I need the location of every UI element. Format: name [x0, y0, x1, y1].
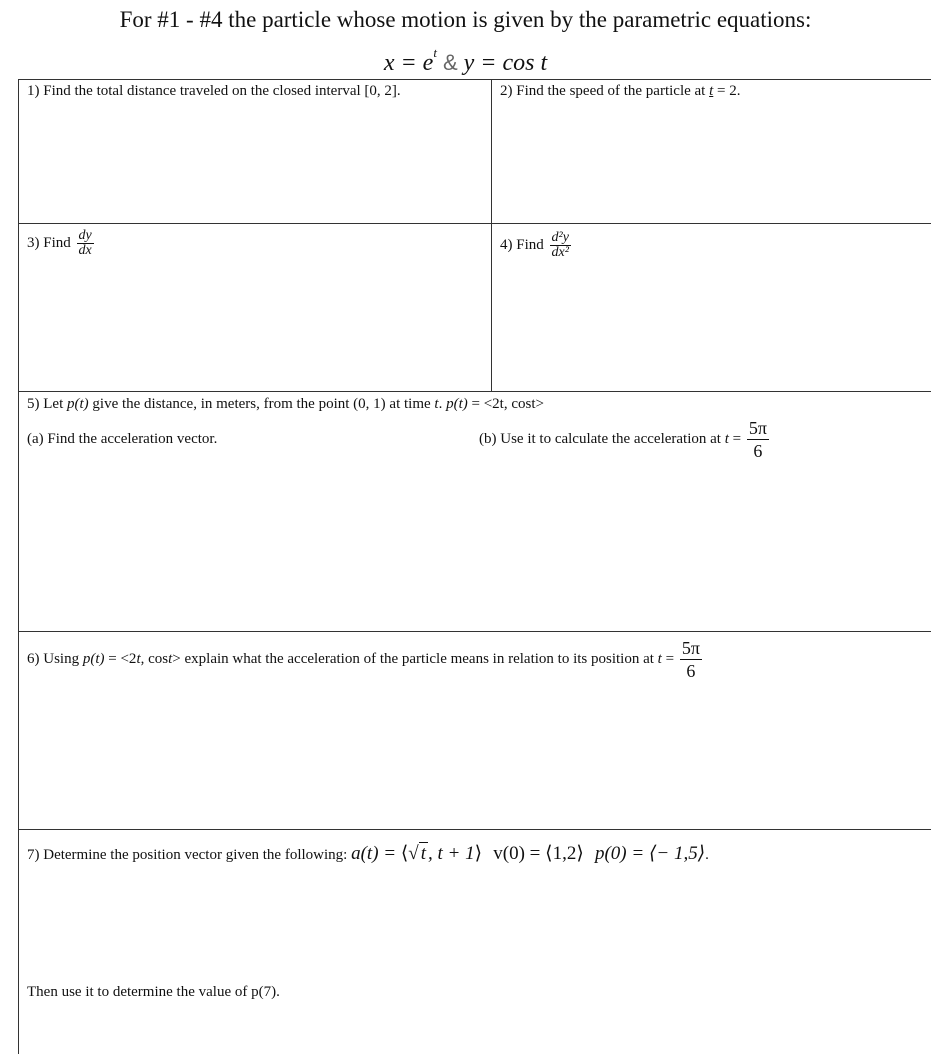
q6-var: t: [136, 650, 141, 667]
q5-func: p(t): [66, 396, 89, 412]
q5-var: t: [434, 396, 439, 412]
eq-y-var: t: [540, 50, 548, 76]
q4-second-derivative-fraction: [550, 231, 571, 260]
q3-numerator: dy: [78, 228, 92, 243]
grid-top-line: [18, 79, 931, 80]
q5b-fraction: [747, 417, 769, 462]
q7-position: [595, 843, 705, 864]
q2-text-a: 2) Find the speed of the particle at: [500, 83, 710, 99]
eq-x: x = e: [383, 50, 434, 76]
grid-row4-line: [18, 829, 931, 830]
q5b-numerator: 5π: [748, 418, 767, 438]
grid-row1-line: [18, 223, 931, 224]
q5b-text: (b) Use it to calculate the acceleration at: [479, 430, 725, 447]
eq-x-exponent: t: [433, 45, 437, 60]
q7-p-expr: p(0) = ⟨− 1,5⟩: [594, 843, 706, 864]
q3-denominator: dx: [78, 243, 92, 258]
q4-denominator: dx²: [551, 245, 569, 260]
q5b-denominator: 6: [747, 439, 769, 462]
q3-derivative-fraction: [77, 229, 94, 258]
instructions-heading: For #1 - #4 the particle whose motion is given by the parametric equations:: [119, 7, 812, 32]
q6-text-e: =: [661, 650, 678, 667]
grid-middle-divider: [491, 79, 492, 391]
grid-row3-line: [18, 631, 931, 632]
q7-a-rest: , t + 1: [428, 843, 475, 864]
q3-label: 3) Find: [27, 234, 71, 251]
question-5: [27, 395, 544, 413]
q7-velocity: v(0) = ⟨1,2⟩: [493, 843, 584, 864]
q2-text-b: = 2.: [713, 83, 741, 99]
q6-text-a: 6) Using: [27, 650, 83, 667]
question-7-followup: Then use it to determine the value of p(7).: [27, 984, 280, 1000]
q7-text: 7) Determine the position vector given the following:: [27, 847, 352, 863]
q7-a-open: ⟨: [400, 843, 409, 864]
question-6: [27, 637, 704, 682]
q6-var2: t: [168, 650, 173, 667]
ampersand: &: [442, 50, 458, 75]
question-5b: [479, 417, 771, 462]
q6-text-b: = <2: [104, 650, 137, 667]
q6-text-d: > explain what the acceleration of the particle means in relation to its position at: [172, 650, 658, 667]
q6-text-c: , cos: [140, 650, 169, 667]
question-2: [500, 82, 741, 100]
question-7: [27, 845, 709, 864]
q5b-eq: =: [728, 430, 745, 447]
question-3: [27, 229, 96, 258]
q7-a-close: ⟩: [474, 843, 483, 864]
eq-y: y = cos: [463, 50, 535, 76]
grid-row2-line: [18, 391, 931, 392]
q6-fraction: [680, 637, 702, 682]
question-1: 1) Find the total distance traveled on the closed interval [0, 2].: [27, 83, 401, 99]
q6-var3: t: [657, 650, 662, 667]
q5-text-c: .: [438, 396, 447, 412]
q4-numerator: d²y: [551, 230, 569, 245]
q5-text-b: give the distance, in meters, from the point (0, 1) at time: [88, 396, 435, 412]
q6-numerator: 5π: [681, 638, 700, 658]
q6-func: p(t): [82, 650, 105, 667]
q7-acceleration: a(t) = ⟨√ t , t + 1⟩: [351, 843, 483, 864]
q5-text-a: 5) Let: [27, 396, 67, 412]
q5-text-d: = <2t, cost>: [467, 396, 544, 412]
q5-func2: p(t): [446, 396, 468, 412]
parametric-equations: [0, 42, 931, 78]
grid-left-line: [18, 79, 19, 1054]
q7-a-label: a(t) =: [351, 843, 401, 864]
question-5a: (a) Find the acceleration vector.: [27, 431, 218, 447]
q2-var: t: [709, 83, 714, 99]
question-4: [500, 231, 573, 260]
q4-label: 4) Find: [500, 236, 544, 253]
q7-period: .: [705, 847, 709, 863]
q5b-var: t: [724, 430, 729, 447]
q7-a-sqrt: t: [420, 843, 426, 864]
q6-denominator: 6: [680, 659, 702, 682]
